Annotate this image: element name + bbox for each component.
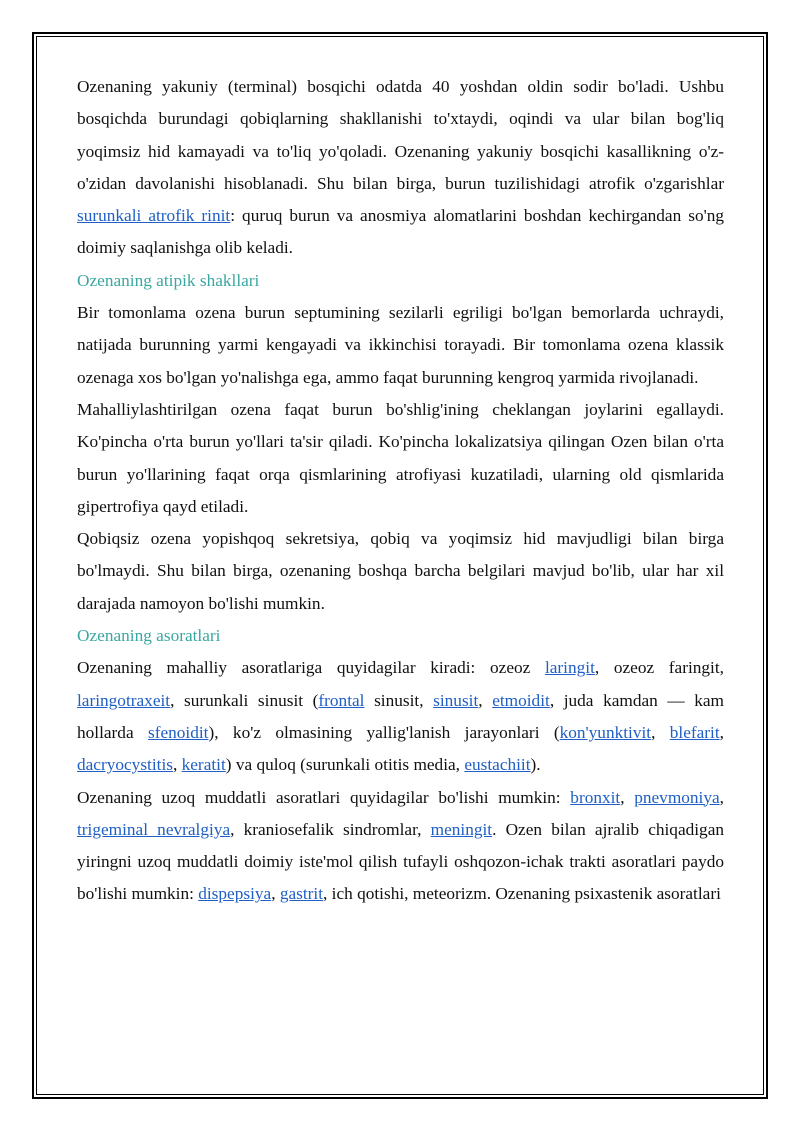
- link-bronxit[interactable]: bronxit: [570, 787, 621, 807]
- text-run: , ozeoz faringit,: [594, 658, 724, 678]
- link-eustachiit[interactable]: eustachiit: [464, 755, 531, 775]
- paragraph-long-term-complications: [77, 782, 724, 911]
- paragraph-unilateral: Bir tomonlama ozena burun septumining sezilarli egriligi bo'lgan bemorlarda uchraydi, natijada burunning yarmi kengayadi va ikkinchisi torayadi. Bir tomonlama ozena klassik ozenaga xos bo'lgan yo'nalishga ega, ammo faqat burunning kengroq yarmida rivojlanadi.: [77, 303, 724, 387]
- text-run: Ozenaning mahalliy asoratlariga quyidagilar kiradi: ozeoz: [77, 658, 545, 678]
- link-sinusit[interactable]: sinusit: [433, 690, 479, 710]
- text-run: ).: [530, 755, 541, 775]
- text-run: ,: [719, 722, 724, 742]
- link-meningit[interactable]: meningit: [430, 819, 493, 839]
- text-run: ,: [651, 722, 670, 742]
- heading-atypical-forms: Ozenaning atipik shakllari: [77, 270, 260, 290]
- document-body: [77, 71, 724, 911]
- text-run: . Ozen bilan ajralib chiqadigan yiringni uzoq muddatli doimiy iste'mol qilish tufayli oshqozon-ichak trakti asoratlari paydo bo'lishi mumkin:: [77, 819, 725, 904]
- paragraph-terminal-stage: [77, 71, 724, 265]
- link-trigeminal-nevralgiya[interactable]: trigeminal nevralgiya: [77, 819, 231, 839]
- link-laringit[interactable]: laringit: [544, 658, 595, 678]
- link-frontal[interactable]: frontal: [318, 690, 365, 710]
- link-dacryocystitis[interactable]: dacryocystitis: [77, 755, 173, 775]
- text-run: , kraniosefalik sindromlar,: [230, 819, 431, 839]
- paragraph-localized: Mahalliylashtirilgan ozena faqat burun bo'shlig'ining cheklangan joylarini egallaydi. Ko'pincha o'rta burun yo'llari ta'sir qiladi. Ko'pincha lokalizatsiya qilingan Ozen bilan o'rta burun yo'llarining faqat orqa qismlarining atrofiyasi kuzatiladi, ularning old qismlarida gipertrofiya qayd etiladi.: [77, 399, 724, 516]
- text-run: ,: [271, 884, 280, 904]
- text-run: , surunkali sinusit (: [170, 690, 319, 710]
- text-run: Ozenaning yakuniy (terminal) bosqichi odatda 40 yoshdan oldin sodir bo'ladi. Ushbu bosqichda burundagi qobiqlarning shakllanishi to'xtaydi, oqindi va ular bilan bog'liq yoqimsiz hid kamayadi va to'liq yo'qoladi. Ozenaning yakuniy bosqichi kasallikning o'z-o'zidan davolanishi hisoblanadi. Shu bilan birga, burun tuzilishidagi atrofik o'zgarishlar: [77, 77, 724, 193]
- text-run: : quruq burun va anosmiya alomatlarini boshdan kechirgandan so'ng doimiy saqlanishga olib keladi.: [77, 206, 724, 258]
- link-gastrit[interactable]: gastrit: [279, 884, 324, 904]
- link-pnevmoniya[interactable]: pnevmoniya: [634, 787, 720, 807]
- text-run: , juda kamdan — kam hollarda: [77, 690, 724, 742]
- text-run: ), ko'z olmasining yallig'lanish jarayonlari (: [208, 722, 560, 742]
- text-run: , ich qotishi, meteorizm. Ozenaning psixastenik asoratlari: [323, 884, 721, 904]
- heading-complications: Ozenaning asoratlari: [77, 626, 221, 646]
- paragraph-local-complications: [77, 652, 724, 781]
- paragraph-crustless: Qobiqsiz ozena yopishqoq sekretsiya, qobiq va yoqimsiz hid mavjudligi bilan birga bo'lmaydi. Shu bilan birga, ozenaning boshqa barcha belgilari mavjud bo'lib, ular har xil darajada namoyon bo'lishi mumkin.: [77, 529, 724, 613]
- text-run: sinusit,: [364, 690, 434, 710]
- link-keratit[interactable]: keratit: [181, 755, 226, 775]
- text-run: ,: [172, 755, 182, 775]
- text-run: ) va quloq (surunkali otitis media,: [225, 755, 465, 775]
- link-etmoidit[interactable]: etmoidit: [492, 690, 550, 710]
- link-blefarit[interactable]: blefarit: [669, 722, 720, 742]
- text-run: ,: [620, 787, 635, 807]
- text-run: Ozenaning uzoq muddatli asoratlari quyidagilar bo'lishi mumkin:: [77, 787, 571, 807]
- link-konyunktivit[interactable]: kon'yunktivit: [559, 722, 652, 742]
- link-dispepsiya[interactable]: dispepsiya: [198, 884, 272, 904]
- text-run: ,: [478, 690, 493, 710]
- text-run: ,: [719, 787, 724, 807]
- link-sfenoidit[interactable]: sfenoidit: [148, 722, 209, 742]
- link-laringotraxeit[interactable]: laringotraxeit: [77, 690, 171, 710]
- link-surunkali-atrofik-rinit[interactable]: surunkali atrofik rinit: [77, 206, 231, 226]
